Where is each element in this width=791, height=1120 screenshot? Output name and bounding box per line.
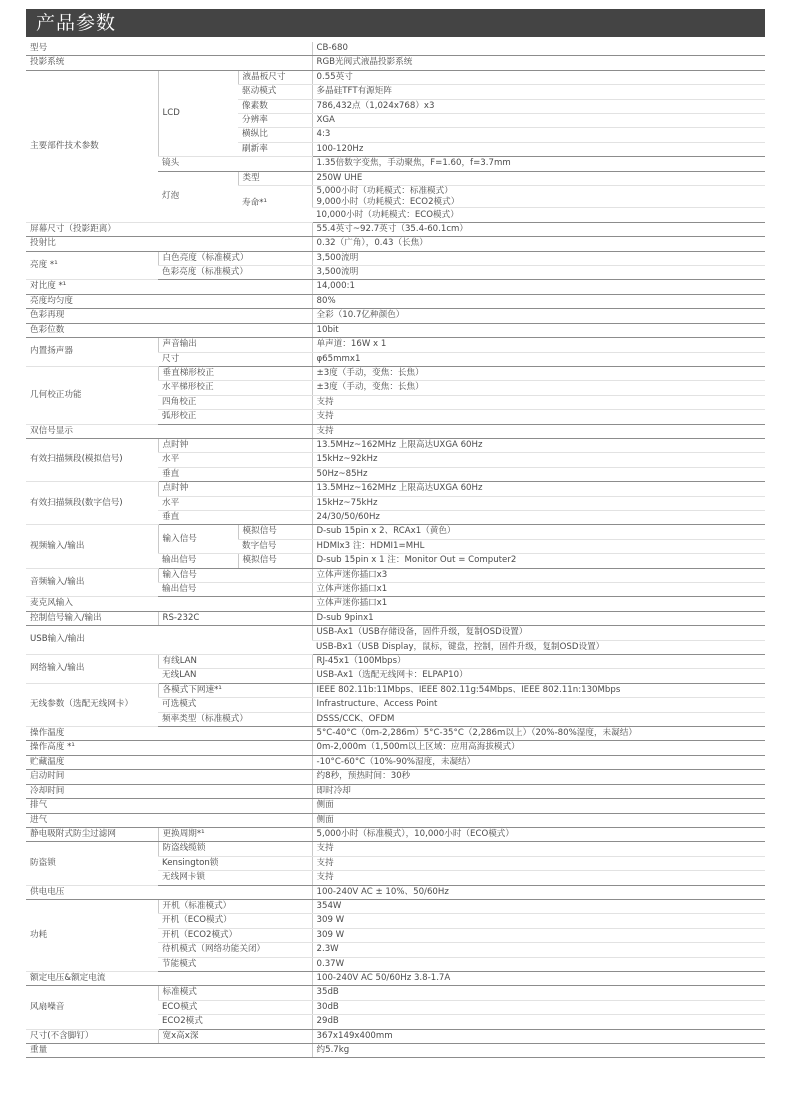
row-value: 0.32（广角），0.43（长焦） (312, 237, 765, 251)
group-label: 网络输入/输出 (26, 655, 158, 684)
row-value: D-sub 9pinx1 (312, 611, 765, 625)
row-label: 横纵比 (238, 128, 312, 142)
table-row (26, 611, 765, 625)
row-value: 约8秒，预热时间：30秒 (312, 770, 765, 784)
row-value: 13.5MHz~162MHz 上限高达UXGA 60Hz (312, 482, 765, 496)
subgroup-label: LCD (158, 70, 238, 156)
row-label: ECO模式 (158, 1000, 312, 1014)
row-label: 输入信号 (158, 568, 312, 582)
row-value: 15kHz~75kHz (312, 496, 765, 510)
row-value: 10bit (312, 323, 765, 337)
row-label: 供电电压 (26, 885, 312, 899)
row-label: 可选模式 (158, 698, 312, 712)
row-label: 进气 (26, 813, 312, 827)
row-label: 亮度均匀度 (26, 294, 312, 308)
group-label: USB输入/输出 (26, 626, 312, 655)
row-value: USB-Ax1（选配无线网卡：ELPAP10） (312, 669, 765, 683)
row-label: 对比度 *¹ (26, 280, 312, 294)
table-row (26, 1029, 765, 1043)
subgroup-label: 灯泡 (158, 171, 238, 222)
row-value: 30dB (312, 1000, 765, 1014)
row-value: 支持 (312, 410, 765, 424)
table-row (26, 799, 765, 813)
group-label: 有效扫描频段(数字信号) (26, 482, 158, 525)
table-row (26, 727, 765, 741)
table-row (26, 784, 765, 798)
row-value: 2.3W (312, 943, 765, 957)
row-label: 寿命*¹ (238, 186, 312, 223)
row-sublabel: 更换周期*¹ (158, 827, 312, 841)
table-row (26, 1044, 765, 1058)
row-label: 色彩位数 (26, 323, 312, 337)
row-label: 模拟信号 (238, 525, 312, 539)
row-label: 分辨率 (238, 114, 312, 128)
table-row (26, 42, 765, 56)
row-label: 冷却时间 (26, 784, 312, 798)
group-label: 风扇噪音 (26, 986, 158, 1029)
row-value: 4:3 (312, 128, 765, 142)
spec-table (26, 42, 765, 1058)
row-value: RJ-45x1（100Mbps） (312, 655, 765, 669)
table-row (26, 597, 765, 611)
table-row (26, 986, 765, 1000)
row-value: 354W (312, 899, 765, 913)
group-label: 功耗 (26, 899, 158, 971)
row-label: 水平梯形校正 (158, 381, 312, 395)
group-label: 视频输入/输出 (26, 525, 158, 568)
row-label: 防盗线缆锁 (158, 842, 312, 856)
row-label: 频率类型（标准模式） (158, 712, 312, 726)
row-label: 投射比 (26, 237, 312, 251)
table-row (26, 755, 765, 769)
row-value: USB-Bx1（USB Display，鼠标，键盘，控制，固件升级，复制OSD设置） (312, 640, 765, 654)
row-value: 5,000小时（标准模式），10,000小时（ECO模式） (312, 827, 765, 841)
row-label: 重量 (26, 1044, 312, 1058)
row-label: 镜头 (158, 157, 312, 171)
table-row (26, 222, 765, 236)
row-label: 各模式下网速*¹ (158, 683, 312, 697)
table-row (26, 366, 765, 380)
row-value: D-sub 15pin x 1 注：Monitor Out = Computer2 (312, 554, 765, 568)
row-value: 即时冷却 (312, 784, 765, 798)
row-label: 类型 (238, 171, 312, 185)
row-value: 309 W (312, 928, 765, 942)
row-label: 待机模式（网络功能关闭） (158, 943, 312, 957)
row-value: 支持 (312, 871, 765, 885)
lamp-life-line: 5,000小时（功耗模式：标准模式） (316, 186, 453, 197)
row-value: 367x149x400mm (312, 1029, 765, 1043)
row-label: 操作温度 (26, 727, 312, 741)
row-label: 启动时间 (26, 770, 312, 784)
row-label: 开机（ECO2模式） (158, 928, 312, 942)
row-label: ECO2模式 (158, 1015, 312, 1029)
row-value: 侧面 (312, 813, 765, 827)
row-label: 驱动模式 (238, 85, 312, 99)
row-value: 立体声迷你插口x3 (312, 568, 765, 582)
row-value: 15kHz~92kHz (312, 453, 765, 467)
row-label: 麦克风输入 (26, 597, 312, 611)
row-sublabel: RS-232C (158, 611, 312, 625)
table-row (26, 827, 765, 841)
table-row (26, 424, 765, 438)
table-row (26, 655, 765, 669)
group-label: 主要部件技术参数 (26, 70, 158, 222)
row-value: DSSS/CCK、OFDM (312, 712, 765, 726)
row-label: 水平 (158, 453, 312, 467)
row-label: 点时钟 (158, 438, 312, 452)
row-value: HDMIx3 注：HDMI1=MHL (312, 539, 765, 553)
row-value: 1.35倍数字变焦，手动聚焦，F=1.60，f=3.7mm (312, 157, 765, 171)
row-label: 数字信号 (238, 539, 312, 553)
row-label: 投影系统 (26, 56, 312, 70)
table-row (26, 251, 765, 265)
table-row (26, 741, 765, 755)
row-label: 无线网卡锁 (158, 871, 312, 885)
row-label: 节能模式 (158, 957, 312, 971)
row-label: 排气 (26, 799, 312, 813)
row-value: 3,500流明 (312, 266, 765, 280)
table-row (26, 568, 765, 582)
table-row (26, 323, 765, 337)
table-row (26, 482, 765, 496)
row-value: CB-680 (312, 42, 765, 56)
row-value: 0.37W (312, 957, 765, 971)
row-value: -10°C-60°C（10%-90%湿度，未凝结） (312, 755, 765, 769)
table-row (26, 770, 765, 784)
table-row (26, 842, 765, 856)
table-row (26, 438, 765, 452)
row-value: 80% (312, 294, 765, 308)
row-value: 35dB (312, 986, 765, 1000)
row-label: 色彩再现 (26, 309, 312, 323)
row-value: 29dB (312, 1015, 765, 1029)
row-label: 弧形校正 (158, 410, 312, 424)
row-value: 100-120Hz (312, 142, 765, 156)
subgroup-label: 输出信号 (158, 554, 238, 568)
row-value: 5°C-40°C（0m-2,286m）5°C-35°C（2,286m以上）（20%-80%湿度，未凝结） (312, 727, 765, 741)
row-label: 声音输出 (158, 338, 312, 352)
row-label: 液晶板尺寸 (238, 70, 312, 84)
row-value: 24/30/50/60Hz (312, 510, 765, 524)
row-label: 白色亮度（标准模式） (158, 251, 312, 265)
row-label: 输出信号 (158, 583, 312, 597)
table-row (26, 237, 765, 251)
group-label: 音频输入/输出 (26, 568, 158, 597)
row-value: RGB光阀式液晶投影系统 (312, 56, 765, 70)
row-value: 单声道：16W x 1 (312, 338, 765, 352)
row-value: 约5.7kg (312, 1044, 765, 1058)
row-value: 支持 (312, 856, 765, 870)
row-value: 立体声迷你插口x1 (312, 583, 765, 597)
row-label: 四角校正 (158, 395, 312, 409)
row-value: ±3度（手动，变焦：长焦） (312, 366, 765, 380)
table-row (26, 338, 765, 352)
page-title: 产品参数 (36, 12, 117, 34)
row-value: D-sub 15pin x 2、RCAx1（黄色） (312, 525, 765, 539)
row-value: 786,432点（1,024x768）x3 (312, 99, 765, 113)
row-value: 250W UHE (312, 171, 765, 185)
table-row (26, 280, 765, 294)
row-label: 水平 (158, 496, 312, 510)
lamp-life-line: 9,000小时（功耗模式：ECO2模式） (316, 196, 460, 207)
row-value (312, 186, 765, 208)
row-value: 50Hz~85Hz (312, 467, 765, 481)
row-label: 标准模式 (158, 986, 312, 1000)
row-value: 立体声迷你插口x1 (312, 597, 765, 611)
row-value: 10,000小时（功耗模式：ECO模式） (312, 208, 765, 222)
row-value: 100-240V AC ± 10%、50/60Hz (312, 885, 765, 899)
group-label: 防盗锁 (26, 842, 158, 885)
row-sublabel: 宽x高x深 (158, 1029, 312, 1043)
row-value: 全彩（10.7亿种颜色） (312, 309, 765, 323)
row-label: 尺寸(不含脚钉） (26, 1029, 158, 1043)
row-label: 色彩亮度（标准模式） (158, 266, 312, 280)
row-label: 型号 (26, 42, 312, 56)
table-row (26, 56, 765, 70)
row-value: Infrastructure、Access Point (312, 698, 765, 712)
row-label: 垂直梯形校正 (158, 366, 312, 380)
row-value: 309 W (312, 914, 765, 928)
table-row (26, 70, 765, 84)
row-value: 3,500流明 (312, 251, 765, 265)
row-value: USB-Ax1（USB存储设备，固件升级，复制OSD设置） (312, 626, 765, 640)
row-label: 点时钟 (158, 482, 312, 496)
table-row (26, 294, 765, 308)
table-row (26, 626, 765, 640)
group-label: 亮度 *¹ (26, 251, 158, 280)
row-label: 开机（标准模式） (158, 899, 312, 913)
row-label: 双信号显示 (26, 424, 312, 438)
table-row (26, 683, 765, 697)
row-label: 贮藏温度 (26, 755, 312, 769)
row-value: ±3度（手动，变焦：长焦） (312, 381, 765, 395)
subgroup-label: 输入信号 (158, 525, 238, 554)
row-label: Kensington锁 (158, 856, 312, 870)
header-banner (26, 9, 765, 37)
row-value: 侧面 (312, 799, 765, 813)
row-label: 尺寸 (158, 352, 312, 366)
row-value: φ65mmx1 (312, 352, 765, 366)
row-label: 操作高度 *¹ (26, 741, 312, 755)
table-row (26, 525, 765, 539)
row-label: 额定电压&额定电流 (26, 971, 312, 985)
row-value: 0.55英寸 (312, 70, 765, 84)
row-label: 静电吸附式防尘过滤网 (26, 827, 158, 841)
table-row (26, 885, 765, 899)
group-label: 几何校正功能 (26, 366, 158, 424)
row-label: 开机（ECO模式） (158, 914, 312, 928)
row-label: 像素数 (238, 99, 312, 113)
row-value: 多晶硅TFT有源矩阵 (312, 85, 765, 99)
group-label: 内置扬声器 (26, 338, 158, 367)
row-label: 有线LAN (158, 655, 312, 669)
row-value: 100-240V AC 50/60Hz 3.8-1.7A (312, 971, 765, 985)
group-label: 有效扫描频段(模拟信号) (26, 438, 158, 481)
table-row (26, 309, 765, 323)
row-value: IEEE 802.11b:11Mbps、IEEE 802.11g:54Mbps、IEEE 802.11n:130Mbps (312, 683, 765, 697)
row-label: 屏幕尺寸（投影距离） (26, 222, 312, 236)
row-value: 55.4英寸~92.7英寸（35.4-60.1cm） (312, 222, 765, 236)
row-label: 刷新率 (238, 142, 312, 156)
row-label: 无线LAN (158, 669, 312, 683)
row-label: 控制信号输入/输出 (26, 611, 158, 625)
group-label: 无线参数（选配无线网卡） (26, 683, 158, 726)
row-value: XGA (312, 114, 765, 128)
table-row (26, 813, 765, 827)
table-row (26, 899, 765, 913)
row-value: 13.5MHz~162MHz 上限高达UXGA 60Hz (312, 438, 765, 452)
row-value: 0m-2,000m（1,500m以上区域：应用高海拔模式） (312, 741, 765, 755)
row-label: 垂直 (158, 510, 312, 524)
row-label: 垂直 (158, 467, 312, 481)
row-value: 支持 (312, 424, 765, 438)
row-value: 支持 (312, 842, 765, 856)
table-row (26, 971, 765, 985)
row-label: 模拟信号 (238, 554, 312, 568)
row-value: 14,000:1 (312, 280, 765, 294)
row-value: 支持 (312, 395, 765, 409)
